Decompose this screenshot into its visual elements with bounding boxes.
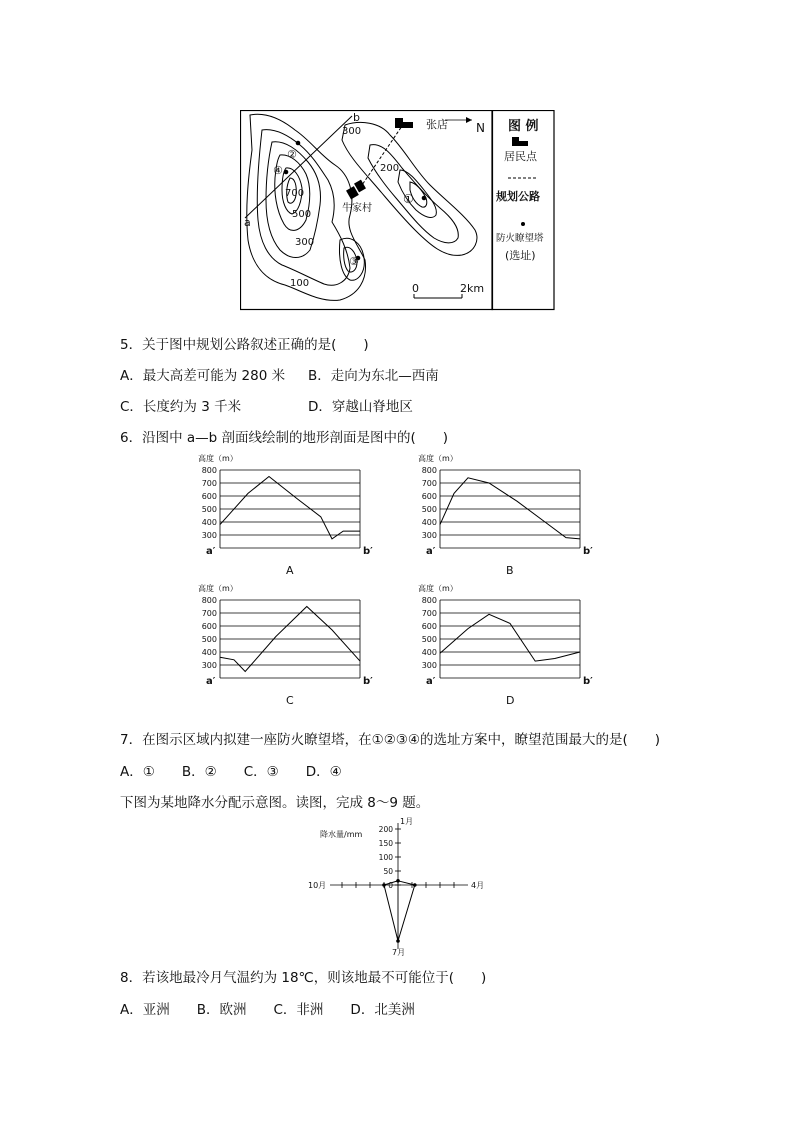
- contour-label: 300: [295, 237, 315, 248]
- site-2-label: ②: [287, 148, 297, 161]
- question-7-options: A．① B．② C．③ D．④: [120, 764, 342, 780]
- profile-ylabel: 高度（m）: [418, 454, 458, 463]
- axis-tick-label: 150: [378, 839, 393, 848]
- profile-right-end: b′: [583, 676, 593, 687]
- legend-title: 图 例: [508, 119, 539, 134]
- site-3-label: ③: [349, 255, 359, 268]
- legend-tower: 防火瞭望塔: [496, 233, 544, 244]
- precip-ylabel: 降水量/mm: [320, 830, 363, 839]
- question-5-option-b: B．走向为东北—西南: [308, 368, 439, 384]
- profile-ytick: 600: [421, 622, 437, 631]
- village-label: 牛家村: [342, 203, 372, 214]
- profile-left-end: a′: [206, 546, 216, 557]
- question-7-stem: 7．在图示区域内拟建一座防火瞭望塔，在①②③④的选址方案中，瞭望范围最大的是( ): [120, 732, 661, 748]
- legend-planned-road: 规划公路: [496, 190, 540, 203]
- profile-ytick: 500: [201, 635, 217, 644]
- profile-ylabel: 高度（m）: [198, 584, 238, 593]
- profile-ytick: 400: [421, 648, 437, 657]
- profile-left-end: a′: [206, 676, 216, 687]
- point-b-label: b: [353, 111, 360, 124]
- profile-ytick: 300: [201, 531, 217, 540]
- profile-ytick: 700: [201, 609, 217, 618]
- question-8-stem: 8．若该地最冷月气温约为 18℃，则该地最不可能位于( ): [120, 970, 487, 986]
- scale-km: 2km: [460, 282, 485, 295]
- profile-panel-d: [418, 583, 593, 707]
- profile-ytick: 300: [421, 661, 437, 670]
- question-8-options: A．亚洲 B．欧洲 C．非洲 D．北美洲: [120, 1002, 415, 1018]
- profile-panel-b: [418, 453, 593, 577]
- profile-ytick: 500: [201, 505, 217, 514]
- contour-label: 700: [285, 188, 305, 199]
- profile-ytick: 300: [421, 531, 437, 540]
- profile-ytick: 700: [421, 609, 437, 618]
- month-label-oct: 10月: [308, 881, 327, 890]
- profile-right-end: b′: [363, 676, 373, 687]
- question-5-option-a: A．最大高差可能为 280 米: [120, 368, 286, 384]
- question-5-option-c: C．长度约为 3 千米: [120, 399, 242, 415]
- profile-ytick: 600: [421, 492, 437, 501]
- question-5-option-d: D．穿越山脊地区: [308, 399, 413, 415]
- profile-panel-c: [198, 583, 373, 707]
- legend-settlement: 居民点: [504, 150, 537, 163]
- profile-option-label: C: [286, 694, 294, 707]
- profile-ytick: 600: [201, 492, 217, 501]
- contour-label: 500: [292, 209, 312, 220]
- profile-left-end: a′: [426, 676, 436, 687]
- precip-axes: [308, 817, 484, 957]
- profile-ytick: 400: [421, 518, 437, 527]
- contour-label: 300: [342, 126, 362, 137]
- axis-tick-label: 0: [388, 881, 393, 890]
- month-label-apr: 4月: [471, 881, 485, 890]
- profile-ytick: 400: [201, 648, 217, 657]
- question-6-stem: 6．沿图中 a—b 剖面线绘制的地形剖面是图中的( ): [120, 430, 449, 446]
- profile-ylabel: 高度（m）: [418, 584, 458, 593]
- profile-curve: [220, 477, 360, 539]
- profile-ytick: 400: [201, 518, 217, 527]
- profile-option-label: D: [506, 694, 515, 707]
- profile-charts: [190, 452, 610, 712]
- profile-ytick: 800: [421, 596, 437, 605]
- scale-zero: 0: [412, 282, 419, 295]
- precipitation-chart: [300, 815, 500, 957]
- site-4-label: ④: [273, 164, 283, 177]
- profile-ytick: 800: [201, 596, 217, 605]
- legend-tower-note: (选址): [505, 249, 536, 262]
- axis-tick-label: 50: [383, 867, 393, 876]
- settlement-icon: [512, 137, 528, 146]
- profile-panel-a: [198, 453, 373, 577]
- question-5-stem: 5．关于图中规划公路叙述正确的是( ): [120, 337, 369, 353]
- profile-left-end: a′: [426, 546, 436, 557]
- town-label: 张店: [426, 118, 448, 131]
- profile-ytick: 800: [421, 466, 437, 475]
- profile-right-end: b′: [583, 546, 593, 557]
- precip-point: [396, 939, 400, 943]
- profile-right-end: b′: [363, 546, 373, 557]
- precip-point: [382, 883, 386, 887]
- axis-tick-label: 200: [378, 825, 393, 834]
- profile-curve: [440, 478, 580, 539]
- settlement-icon: [395, 118, 413, 128]
- profile-ytick: 700: [201, 479, 217, 488]
- profile-ytick: 300: [201, 661, 217, 670]
- month-label-jan: 1月: [400, 817, 414, 826]
- axis-tick-label: 100: [378, 853, 393, 862]
- month-label-jul: 7月: [392, 948, 406, 957]
- topographic-map: [240, 110, 555, 312]
- profile-ytick: 500: [421, 635, 437, 644]
- intro-8-9: 下图为某地降水分配示意图。读图，完成 8～9 题。: [120, 795, 430, 811]
- precip-point: [396, 879, 400, 883]
- contour-label: 200: [380, 163, 400, 174]
- profile-ytick: 800: [201, 466, 217, 475]
- point-a-label: a: [244, 216, 251, 229]
- profile-option-label: A: [286, 564, 294, 577]
- profile-curve: [440, 614, 580, 661]
- profile-ytick: 500: [421, 505, 437, 514]
- contour-label: 100: [290, 278, 310, 289]
- profile-ytick: 600: [201, 622, 217, 631]
- precip-point: [413, 883, 417, 887]
- profile-option-label: B: [506, 564, 514, 577]
- profile-ylabel: 高度（m）: [198, 454, 238, 463]
- north-label: N: [476, 121, 485, 135]
- site-1-label: ①: [403, 192, 414, 206]
- profile-ytick: 700: [421, 479, 437, 488]
